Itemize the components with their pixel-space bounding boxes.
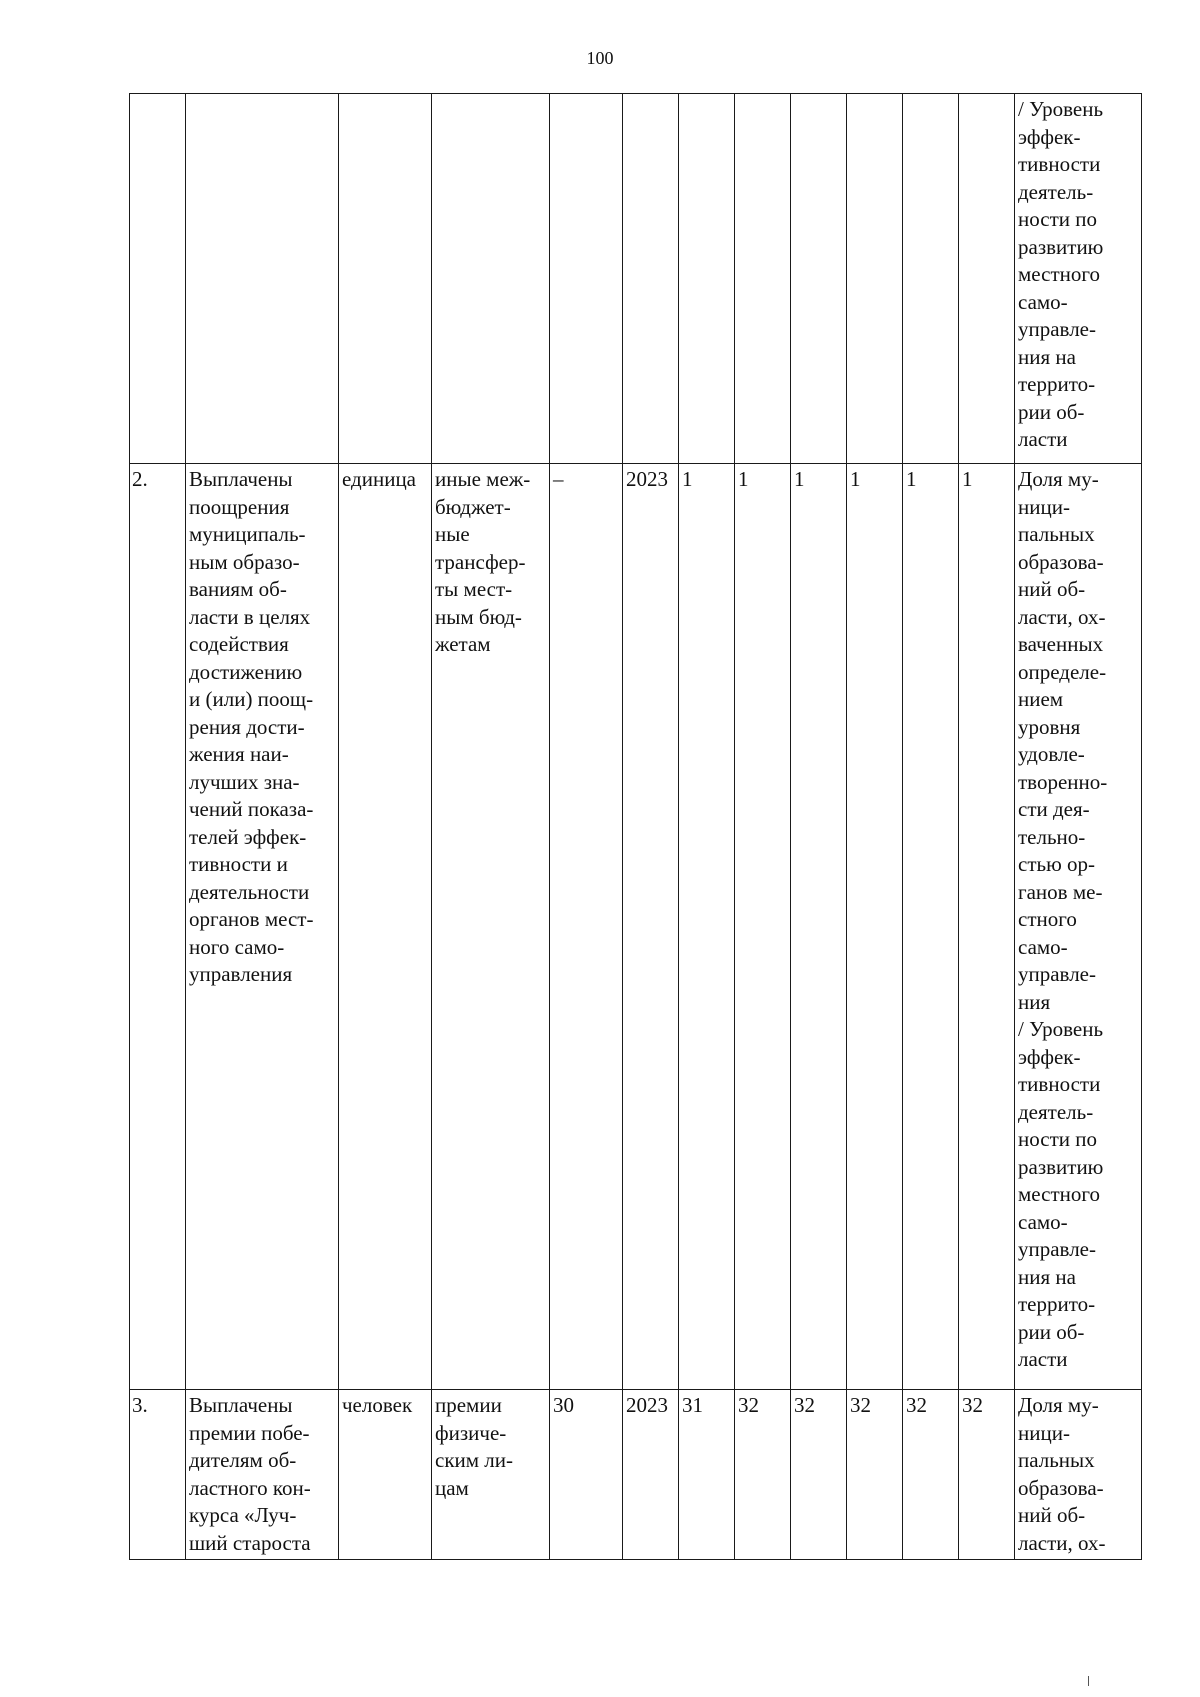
indicator-link-cell bbox=[1015, 464, 1142, 1390]
result-name-cell bbox=[186, 94, 339, 464]
year-value-cell: 1 bbox=[847, 464, 903, 1390]
indicator-link-cell-line: рии об- bbox=[1018, 399, 1085, 424]
table-row bbox=[130, 94, 1142, 464]
indicator-link-cell-line: тивности bbox=[1018, 152, 1101, 176]
result-type-cell-line: ты мест- bbox=[435, 577, 513, 601]
indicator-link-cell-line: деятель- bbox=[1018, 179, 1094, 204]
indicator-link-cell-line: уровня bbox=[1018, 714, 1081, 739]
result-name-cell-line: и (или) поощ- bbox=[189, 687, 314, 711]
result-type-cell-line: премии bbox=[435, 1393, 502, 1417]
result-type-cell-line: жетам bbox=[435, 632, 491, 656]
table-row bbox=[130, 464, 1142, 1390]
indicator-link-cell-line: ласти bbox=[1018, 1347, 1068, 1371]
indicator-link-cell-line: ния на bbox=[1018, 1264, 1076, 1289]
scan-mark bbox=[1088, 1676, 1089, 1686]
row-number-cell: 3. bbox=[130, 1390, 186, 1560]
result-name-cell-line: ным образо- bbox=[189, 549, 300, 574]
result-type-cell-line: бюджет- bbox=[435, 494, 511, 519]
row-number-cell: 2. bbox=[130, 464, 186, 1390]
year-value-cell bbox=[791, 94, 847, 464]
result-name-cell-line: тивности и bbox=[189, 852, 288, 876]
indicator-link-cell-line: тивности bbox=[1018, 1072, 1101, 1096]
result-name-cell-line: достижению bbox=[189, 659, 303, 684]
indicator-link-cell-line: местного bbox=[1018, 1182, 1100, 1206]
result-name-cell bbox=[186, 1390, 339, 1560]
indicator-link-cell-line: развитию bbox=[1018, 1154, 1104, 1179]
result-name-cell-line: телей эффек- bbox=[189, 824, 307, 849]
year-value-cell: 32 bbox=[959, 1390, 1015, 1560]
indicator-link-cell-line: ности по bbox=[1018, 207, 1097, 231]
unit-cell: единица bbox=[339, 464, 432, 1390]
indicator-link-cell-line: ласти bbox=[1018, 427, 1068, 451]
indicator-link-cell-line: ний об- bbox=[1018, 577, 1086, 601]
result-name-cell-line: муниципаль- bbox=[189, 522, 306, 546]
result-name-cell-line: лучших зна- bbox=[189, 769, 300, 794]
indicator-link-cell-line: ний об- bbox=[1018, 1503, 1086, 1527]
indicator-link-cell-line: Доля му- bbox=[1018, 467, 1099, 491]
year-value-cell bbox=[735, 94, 791, 464]
year-value-cell bbox=[679, 94, 735, 464]
year-value-cell: 1 bbox=[791, 464, 847, 1390]
result-type-cell-line: ским ли- bbox=[435, 1448, 514, 1472]
indicator-link-cell-line: управле- bbox=[1018, 317, 1096, 341]
result-name-cell-line: Выплачены bbox=[189, 1393, 293, 1417]
indicator-link-cell-line: пальных bbox=[1018, 1448, 1095, 1472]
indicator-link-cell-line: сти дея- bbox=[1018, 797, 1090, 821]
result-name-cell-line: деятельности bbox=[189, 879, 310, 904]
result-type-cell bbox=[432, 94, 550, 464]
result-name-cell-line: Выплачены bbox=[189, 467, 293, 491]
result-type-cell bbox=[432, 1390, 550, 1560]
result-name-cell-line: управления bbox=[189, 962, 293, 986]
indicator-link-cell-line: развитию bbox=[1018, 234, 1104, 259]
result-name-cell-line: ластного кон- bbox=[189, 1475, 311, 1500]
result-type-cell-line: ным бюд- bbox=[435, 604, 522, 629]
indicator-link-cell-line: местного bbox=[1018, 262, 1100, 286]
indicator-link-cell-line: ласти, ох- bbox=[1018, 1530, 1106, 1555]
result-name-cell-line: дителям об- bbox=[189, 1448, 297, 1472]
indicator-link-cell-line: ности по bbox=[1018, 1127, 1097, 1151]
result-type-cell-line: ные bbox=[435, 522, 470, 546]
indicator-link-cell-line: образова- bbox=[1018, 1475, 1104, 1500]
unit-cell bbox=[339, 94, 432, 464]
indicator-link-cell-line: / Уровень bbox=[1018, 97, 1104, 121]
page-number: 100 bbox=[586, 48, 614, 68]
result-type-cell-line: физиче- bbox=[435, 1420, 507, 1445]
indicator-link-cell-line: ласти, ох- bbox=[1018, 604, 1106, 629]
table-row bbox=[130, 1390, 1142, 1560]
indicator-link-cell-line: тельно- bbox=[1018, 824, 1086, 849]
result-name-cell bbox=[186, 464, 339, 1390]
year-value-cell bbox=[847, 94, 903, 464]
indicator-link-cell-line: определе- bbox=[1018, 659, 1107, 684]
result-name-cell-line: ший староста bbox=[189, 1530, 311, 1555]
indicator-link-cell-line: управле- bbox=[1018, 962, 1096, 986]
indicator-link-cell-line: удовле- bbox=[1018, 742, 1085, 766]
year-value-cell: 1 bbox=[903, 464, 959, 1390]
row-number-cell bbox=[130, 94, 186, 464]
indicator-link-cell-line: рии об- bbox=[1018, 1319, 1085, 1344]
indicator-link-cell-line: ници- bbox=[1018, 494, 1070, 519]
indicator-link-cell-line: само- bbox=[1018, 289, 1068, 314]
indicator-link-cell-line: нием bbox=[1018, 687, 1064, 711]
year-value-cell: 1 bbox=[959, 464, 1015, 1390]
year-value-cell bbox=[903, 94, 959, 464]
indicator-link-cell-line: управле- bbox=[1018, 1237, 1096, 1261]
base-value-cell bbox=[550, 94, 623, 464]
year-value-cell: 32 bbox=[903, 1390, 959, 1560]
indicator-link-cell-line: образова- bbox=[1018, 549, 1104, 574]
year-value-cell: 32 bbox=[791, 1390, 847, 1560]
result-type-cell bbox=[432, 464, 550, 1390]
indicator-link-cell-line: террито- bbox=[1018, 1292, 1096, 1316]
base-year-cell bbox=[623, 94, 679, 464]
unit-cell: человек bbox=[339, 1390, 432, 1560]
indicator-link-cell-line: творенно- bbox=[1018, 769, 1108, 794]
year-value-cell: 1 bbox=[735, 464, 791, 1390]
year-value-cell: 31 bbox=[679, 1390, 735, 1560]
indicator-link-cell-line: эффек- bbox=[1018, 1044, 1081, 1069]
indicator-link-cell-line: ния bbox=[1018, 989, 1051, 1014]
result-name-cell-line: премии побе- bbox=[189, 1420, 310, 1445]
indicator-link-cell-line: стного bbox=[1018, 907, 1077, 931]
year-value-cell: 32 bbox=[735, 1390, 791, 1560]
indicator-link-cell-line: Доля му- bbox=[1018, 1393, 1099, 1417]
results-table bbox=[129, 93, 1142, 1560]
indicator-link-cell-line: пальных bbox=[1018, 522, 1095, 546]
indicator-link-cell-line: ваченных bbox=[1018, 632, 1104, 656]
result-name-cell-line: органов мест- bbox=[189, 907, 314, 931]
indicator-link-cell-line: деятель- bbox=[1018, 1099, 1094, 1124]
year-value-cell: 1 bbox=[679, 464, 735, 1390]
result-name-cell-line: рения дости- bbox=[189, 714, 305, 739]
indicator-link-cell-line: эффек- bbox=[1018, 124, 1081, 149]
indicator-link-cell-line: ганов ме- bbox=[1018, 879, 1103, 904]
base-value-cell: – bbox=[550, 464, 623, 1390]
result-name-cell-line: курса «Луч- bbox=[189, 1503, 297, 1527]
table-body bbox=[130, 94, 1142, 1560]
base-year-cell: 2023 bbox=[623, 1390, 679, 1560]
indicator-link-cell bbox=[1015, 1390, 1142, 1560]
indicator-link-cell-line: террито- bbox=[1018, 372, 1096, 396]
base-year-cell: 2023 bbox=[623, 464, 679, 1390]
base-value-cell: 30 bbox=[550, 1390, 623, 1560]
result-type-cell-line: трансфер- bbox=[435, 549, 526, 574]
result-name-cell-line: жения наи- bbox=[189, 742, 289, 766]
indicator-link-cell-line: само- bbox=[1018, 1209, 1068, 1234]
result-type-cell-line: цам bbox=[435, 1475, 469, 1500]
indicator-link-cell-line: / Уровень bbox=[1018, 1017, 1104, 1041]
indicator-link-cell-line: ници- bbox=[1018, 1420, 1070, 1445]
result-name-cell-line: чений показа- bbox=[189, 797, 314, 821]
indicator-link-cell-line: само- bbox=[1018, 934, 1068, 959]
result-name-cell-line: ваниям об- bbox=[189, 577, 287, 601]
year-value-cell: 32 bbox=[847, 1390, 903, 1560]
result-name-cell-line: поощрения bbox=[189, 494, 290, 519]
result-type-cell-line: иные меж- bbox=[435, 467, 531, 491]
result-name-cell-line: ласти в целях bbox=[189, 604, 311, 629]
year-value-cell bbox=[959, 94, 1015, 464]
result-name-cell-line: содействия bbox=[189, 632, 289, 656]
indicator-link-cell bbox=[1015, 94, 1142, 464]
indicator-link-cell-line: стью ор- bbox=[1018, 852, 1096, 876]
result-name-cell-line: ного само- bbox=[189, 934, 285, 959]
indicator-link-cell-line: ния на bbox=[1018, 344, 1076, 369]
